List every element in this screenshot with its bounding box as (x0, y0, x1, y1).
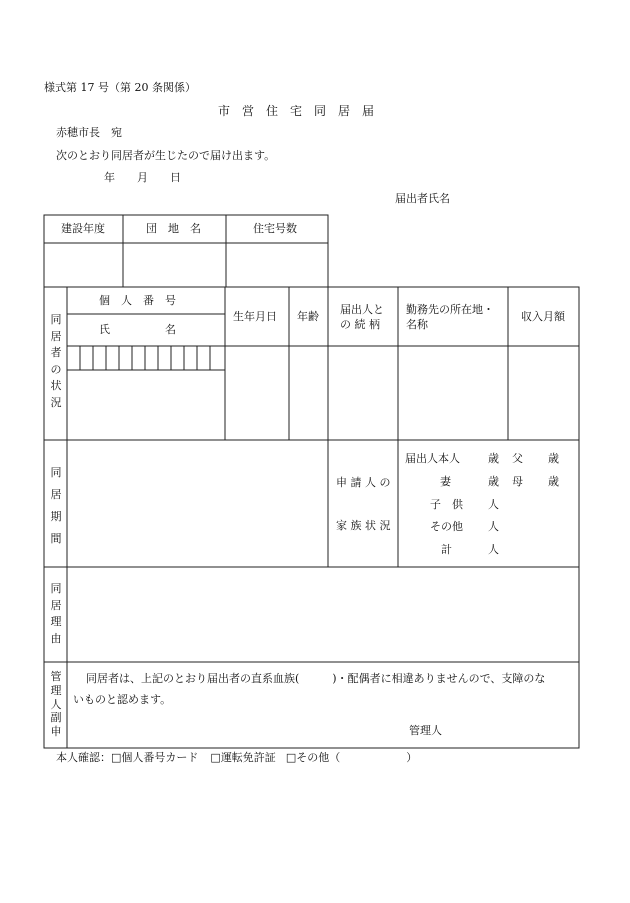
family-total-unit: 人 (488, 543, 499, 556)
manager-statement-line1: 同居者は、上記のとおり届出者の直系血族( )・配偶者に相違ありませんので、支障のな (86, 672, 546, 685)
mynumber-checkbox[interactable]: □ (111, 751, 122, 764)
unit-number-input[interactable] (227, 244, 327, 286)
family-status-label-line2: 家 族 状 況 (336, 519, 391, 532)
family-other-label: その他 (430, 520, 463, 533)
name-input[interactable] (68, 371, 224, 439)
verification-label: 本人確認： (56, 751, 111, 764)
addressee: 赤穂市長 宛 (56, 126, 122, 139)
cohabitation-reason-input[interactable] (68, 568, 578, 661)
family-child-unit: 人 (488, 498, 499, 511)
name-header: 氏 名 (99, 323, 176, 336)
cohabitation-period-input[interactable] (68, 441, 327, 566)
date-field[interactable]: 年 月 日 (104, 171, 181, 184)
family-total-label: 計 (441, 543, 452, 556)
cohabitant-status-label: 同 居 者 の 状 況 (50, 313, 62, 409)
unit-number-header: 住宅号数 (253, 222, 297, 235)
family-applicant-label: 届出人本人 (405, 452, 460, 465)
monthly-income-header: 収入月額 (521, 310, 565, 323)
family-wife-age-unit: 歳 (488, 475, 499, 488)
complex-name-input[interactable] (124, 244, 225, 286)
workplace-header-line1: 勤務先の所在地・ (406, 303, 494, 316)
other-option-label: その他（ ） (296, 751, 418, 764)
intro-text: 次のとおり同居者が生じたので届け出ます。 (56, 149, 276, 162)
birth-date-header: 生年月日 (233, 310, 277, 323)
manager-signature-label: 管理人 (409, 724, 442, 737)
manager-statement-line2: いものと認めます。 (73, 693, 172, 706)
license-option-label: 運転免許証 (220, 751, 276, 764)
family-mother-age-unit: 歳 (548, 475, 559, 488)
form-number: 様式第 17 号（第 20 条関係） (44, 81, 196, 94)
family-applicant-age-unit: 歳 (488, 452, 499, 465)
relationship-header-line1: 届出人と (340, 303, 384, 316)
workplace-header-line2: 名称 (406, 318, 428, 331)
cohabitation-period-label: 同 居 期 間 (50, 466, 62, 545)
identity-verification (56, 752, 417, 763)
manager-opinion-label: 管 理 人 副 申 (50, 670, 62, 738)
license-checkbox[interactable]: □ (210, 751, 221, 764)
individual-number-header: 個 人 番 号 (99, 294, 176, 307)
family-father-label: 父 (512, 452, 523, 465)
construction-year-header: 建設年度 (61, 222, 105, 235)
form-title: 市 営 住 宅 同 居 届 (218, 104, 375, 118)
age-header: 年齢 (297, 310, 319, 323)
family-status-label-line1: 申 請 人 の (336, 476, 391, 489)
complex-name-header: 団 地 名 (146, 222, 201, 235)
family-child-label: 子 供 (430, 498, 463, 511)
other-checkbox[interactable]: □ (285, 751, 297, 764)
applicant-name-label: 届出者氏名 (395, 192, 450, 205)
construction-year-input[interactable] (45, 244, 122, 286)
individual-number-input[interactable] (68, 347, 224, 369)
cohabitation-reason-label: 同 居 理 由 (50, 582, 62, 645)
relationship-header-line2: の 続 柄 (340, 318, 380, 331)
family-father-age-unit: 歳 (548, 452, 559, 465)
family-wife-label: 妻 (440, 475, 451, 488)
mynumber-option-label: 個人番号カード (121, 751, 199, 764)
family-mother-label: 母 (512, 475, 523, 488)
family-other-unit: 人 (488, 520, 499, 533)
